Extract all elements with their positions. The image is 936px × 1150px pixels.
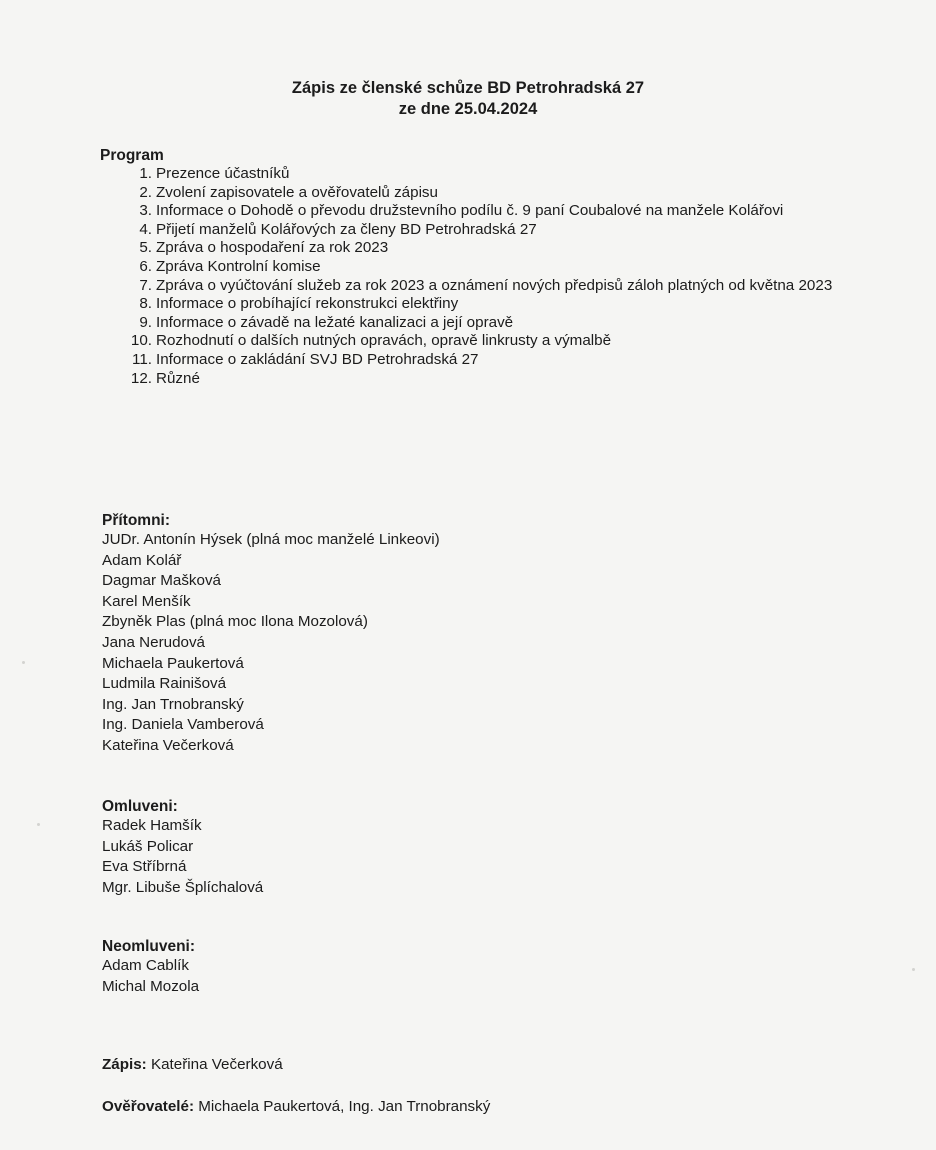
present-name: Dagmar Mašková [102,572,222,590]
scan-speck [22,661,25,664]
program-item-number: 2. [139,183,152,201]
excused-name: Lukáš Policar [102,837,194,855]
verifiers-names: Michaela Paukertová, Ing. Jan Trnobranský [198,1098,491,1115]
present-name: JUDr. Antonín Hýsek (plná moc manželé Linkeovi) [102,531,440,548]
present-name: Zbyněk Plas (plná moc Ilona Mozolová) [102,613,368,631]
program-item-text: Přijetí manželů Kolářových za členy BD Petrohradská 27 [156,220,537,238]
program-item-number: 4. [139,220,152,238]
program-list [100,165,840,388]
program-item-number: 10. [130,332,152,350]
present-name: Adam Kolář [102,551,182,569]
program-item-text: Zpráva o vyúčtování služeb za rok 2023 a oznámení nových předpisů záloh platných od května 2023 [156,276,833,294]
verifiers-label: Ověřovatelé: [102,1098,195,1115]
excused-section [102,797,263,898]
excused-name: Eva Stříbrná [102,858,187,876]
program-item [100,370,840,389]
program-item [100,295,840,314]
program-item [100,165,840,184]
recorder-line [102,1055,283,1074]
program-item-text: Informace o probíhající rekonstrukci elektřiny [156,295,459,313]
title-line-2: ze dne 25.04.2024 [398,100,538,118]
scan-speck [37,823,40,826]
scan-speck [912,968,915,971]
document-title [0,78,936,120]
excused-name: Mgr. Libuše Šplíchalová [102,878,264,896]
program-item-text: Různé [156,369,200,387]
program-item-number: 6. [139,257,152,275]
program-item [100,184,840,203]
recorder-label: Zápis: [102,1056,147,1073]
program-item-number: 8. [139,295,152,313]
program-item-text: Informace o zakládání SVJ BD Petrohradská 27 [156,350,479,368]
program-item-number: 9. [139,313,152,331]
program-item [100,314,840,333]
program-item-text: Zpráva o hospodaření za rok 2023 [156,239,389,257]
present-heading: Přítomni: [102,512,171,529]
present-name: Karel Menšík [102,592,191,610]
present-name: Ing. Daniela Vamberová [102,716,264,734]
unexcused-name: Adam Cablík [102,957,189,974]
present-name: Jana Nerudová [102,633,206,651]
program-item-text: Zpráva Kontrolní komise [156,257,321,275]
program-item-text: Rozhodnutí o dalších nutných opravách, opravě linkrusty a výmalbě [156,332,612,350]
title-line-1: Zápis ze členské schůze BD Petrohradská 27 [291,79,645,97]
verifiers-line [102,1097,490,1116]
program-item [100,277,840,296]
program-item-text: Zvolení zapisovatele a ověřovatelů zápisu [156,183,438,201]
recorder-name: Kateřina Večerková [150,1056,283,1073]
program-item-number: 11. [132,350,152,368]
program-item [100,221,840,240]
unexcused-section [102,937,199,997]
program-item [100,332,840,351]
program-item [100,202,840,221]
program-item [100,239,840,258]
present-name: Michaela Paukertová [102,654,244,672]
excused-name: Radek Hamšík [102,817,202,834]
present-name: Ing. Jan Trnobranský [102,695,244,713]
program-item-text: Informace o Dohodě o převodu družstevního podílu č. 9 paní Coubalové na manžele Kolářovi [156,202,784,220]
program-item-number: 3. [139,202,152,220]
program-item [100,258,840,277]
program-item-text: Informace o závadě na ležaté kanalizaci a její opravě [156,313,514,331]
program-item-number: 7. [139,276,152,294]
program-item-text: Prezence účastníků [156,165,290,182]
program-item-number: 1. [139,165,152,182]
program-item [100,351,840,370]
program-heading: Program [100,147,164,164]
program-item-number: 5. [139,239,152,257]
excused-heading: Omluveni: [102,798,178,815]
present-name: Kateřina Večerková [102,736,234,754]
unexcused-heading: Neomluveni: [102,938,196,955]
present-section [102,511,440,757]
program-item-number: 12. [130,369,152,387]
unexcused-name: Michal Mozola [102,977,200,995]
present-name: Ludmila Rainišová [102,675,227,693]
